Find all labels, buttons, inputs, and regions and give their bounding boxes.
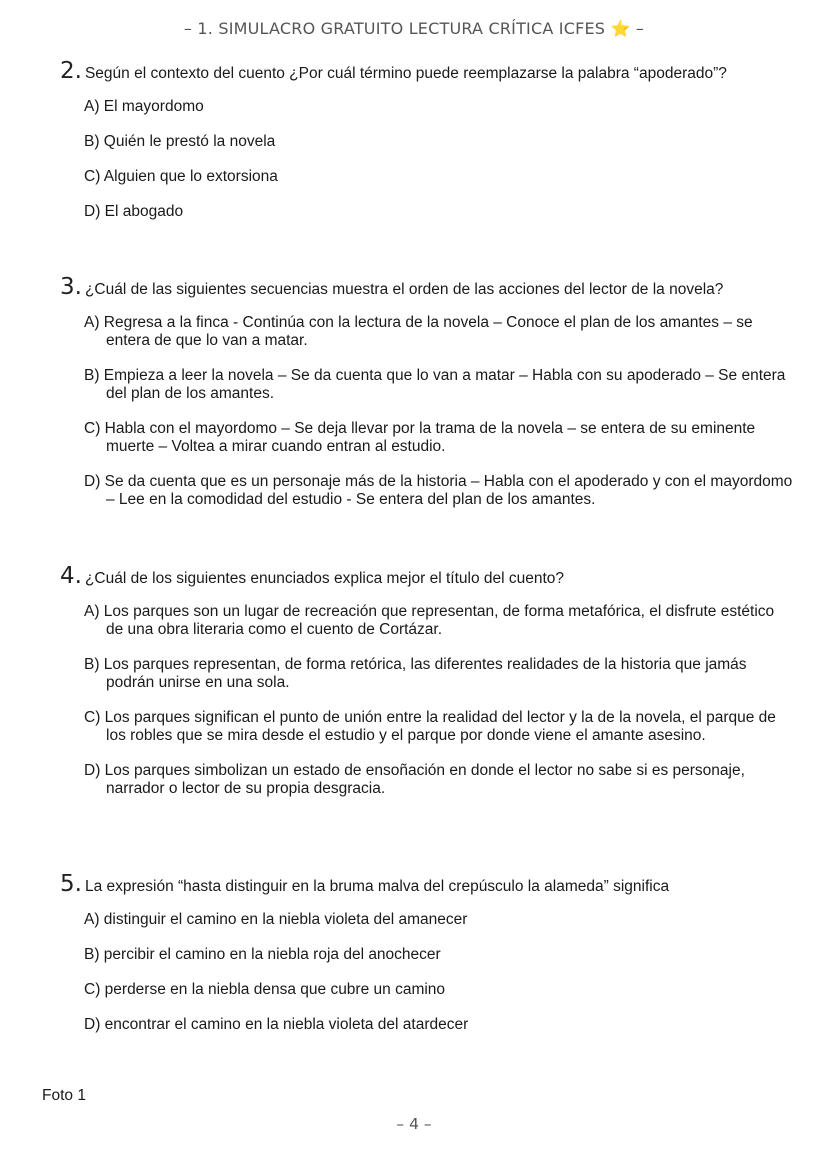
star-icon: ⭐ [610, 19, 631, 38]
option-b[interactable]: B) Los parques representan, de forma retórica, las diferentes realidades de la historia que jamás podrán unirse en una sola. [84, 656, 747, 691]
question-4 [60, 565, 800, 798]
option-d[interactable]: D) Se da cuenta que es un personaje más de la historia – Habla con el apoderado y con el mayordomo – Lee en la comodidad del estudio - Se entera del plan de los amantes. [84, 473, 793, 508]
option-a[interactable]: A) Los parques son un lugar de recreación que representan, de forma metafórica, el disfrute estético de una obra literaria como el cuento de Cortázar. [84, 603, 775, 638]
option-c[interactable]: C) Alguien que lo extorsiona [84, 168, 278, 185]
question-text: La expresión “hasta distinguir en la bruma malva del crepúsculo la alameda” significa [84, 878, 670, 895]
option-c[interactable]: C) perderse en la niebla densa que cubre un camino [84, 981, 446, 998]
options-list [84, 911, 794, 1034]
question-3 [60, 276, 800, 509]
option-a[interactable]: A) Regresa a la finca - Continúa con la lectura de la novela – Conoce el plan de los amantes – se entera de que lo van a matar. [84, 314, 753, 349]
question-number: 4. [60, 563, 82, 589]
question-number: 5. [60, 871, 82, 897]
question-text: ¿Cuál de las siguientes secuencias muestra el orden de las acciones del lector de la novela? [84, 281, 724, 298]
question-text: ¿Cuál de los siguientes enunciados explica mejor el título del cuento? [84, 570, 565, 587]
options-list [84, 603, 794, 798]
question-5 [60, 873, 800, 1034]
header-dash: – [635, 19, 645, 38]
option-b[interactable]: B) Quién le prestó la novela [84, 133, 276, 150]
question-number: 2. [60, 58, 82, 84]
option-b[interactable]: B) percibir el camino en la niebla roja del anochecer [84, 946, 441, 963]
option-d[interactable]: D) El abogado [84, 203, 184, 220]
option-b[interactable]: B) Empieza a leer la novela – Se da cuenta que lo van a matar – Habla con su apoderado – Se entera del plan de los amantes. [84, 367, 786, 402]
page-number: – 4 – [396, 1115, 432, 1133]
question-2 [60, 60, 800, 221]
header-title: – 1. SIMULACRO GRATUITO LECTURA CRÍTICA ICFES [183, 19, 606, 38]
page-header [0, 19, 828, 38]
option-c[interactable]: C) Habla con el mayordomo – Se deja llevar por la trama de la novela – se entera de su eminente muerte – Voltea a mirar cuando entran al estudio. [84, 420, 756, 455]
option-a[interactable]: A) distinguir el camino en la niebla violeta del amanecer [84, 911, 468, 928]
question-text: Según el contexto del cuento ¿Por cuál término puede reemplazarse la palabra “apoderado”? [84, 65, 727, 82]
option-d[interactable]: D) encontrar el camino en la niebla violeta del atardecer [84, 1016, 469, 1033]
options-list [84, 314, 794, 509]
photo-caption: Foto 1 [42, 1087, 86, 1104]
options-list [84, 98, 794, 221]
option-a[interactable]: A) El mayordomo [84, 98, 204, 115]
question-number: 3. [60, 274, 82, 300]
option-c[interactable]: C) Los parques significan el punto de unión entre la realidad del lector y la de la novela, el parque de los robles que se mira desde el estudio y el parque por donde viene el amante asesino. [84, 709, 776, 744]
option-d[interactable]: D) Los parques simbolizan un estado de ensoñación en donde el lector no sabe si es personaje, narrador o lector de su propia desgracia. [84, 762, 745, 797]
